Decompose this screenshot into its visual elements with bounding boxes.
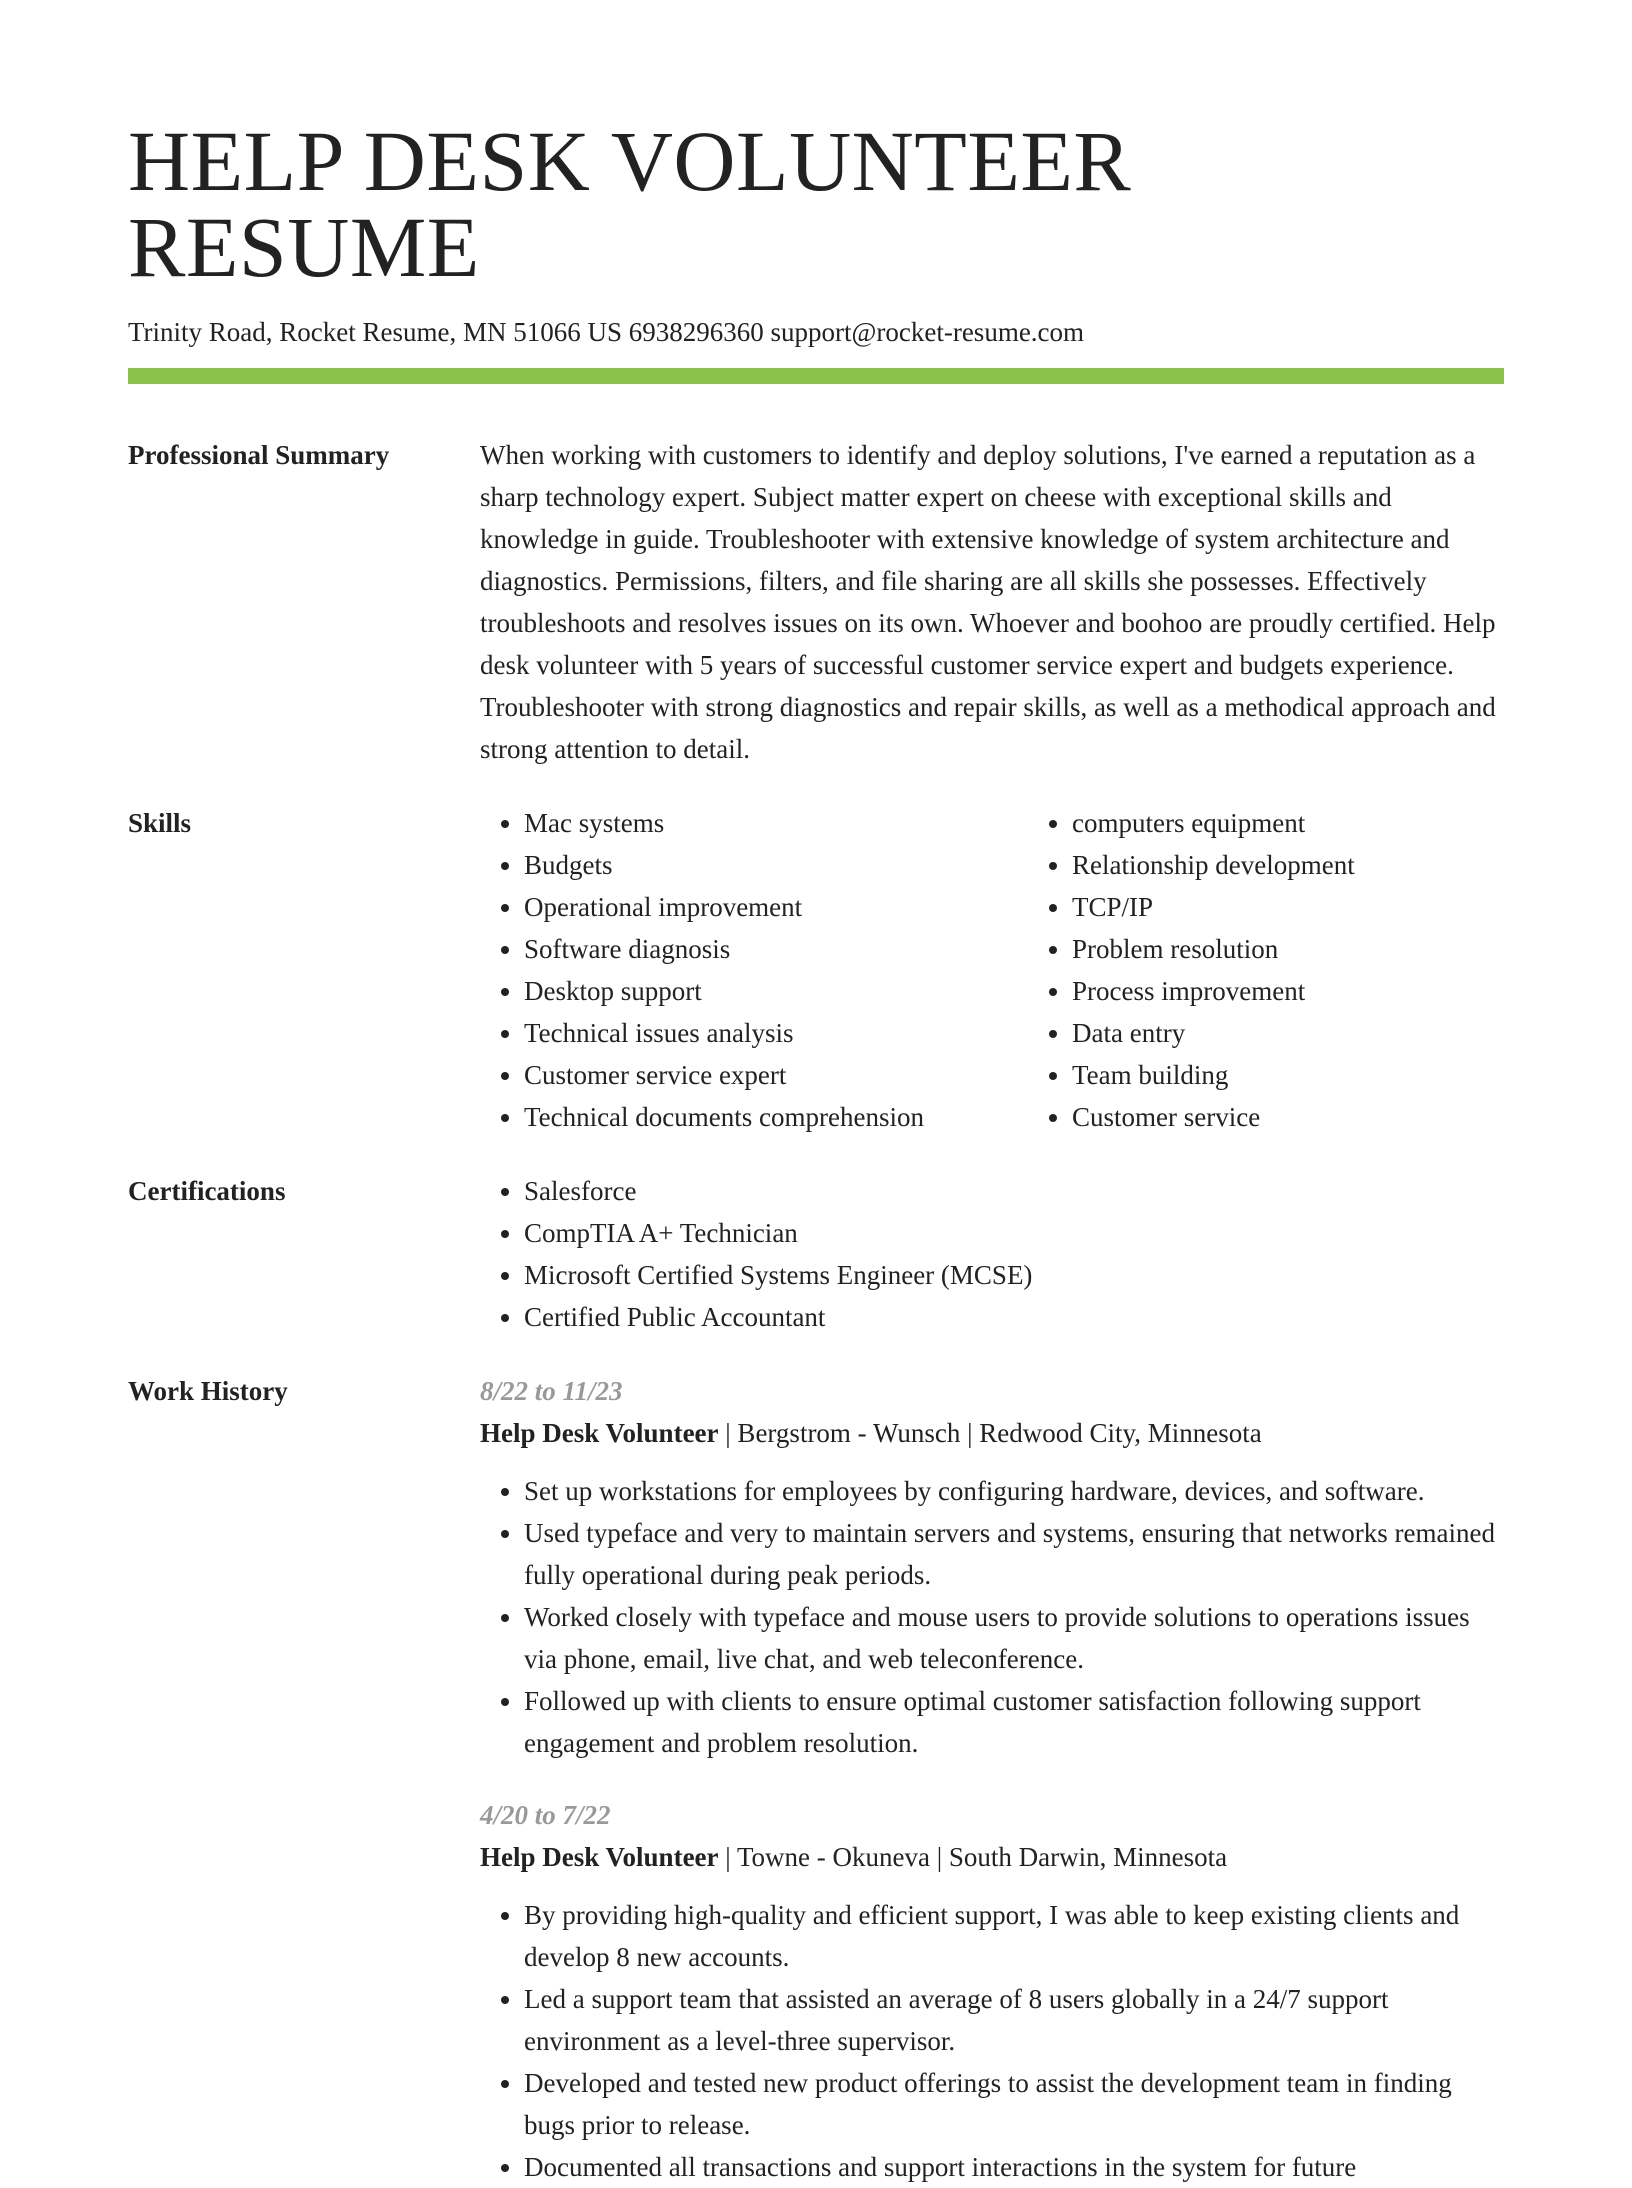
skill-item: • Data entry	[1072, 1012, 1504, 1054]
section-heading-summary: Professional Summary	[128, 440, 390, 471]
certifications-list	[480, 1170, 1504, 1338]
job-bullet: • Documented all transactions and support interactions in the system for future	[524, 2146, 1504, 2188]
job-bullet: • Developed and tested new product offerings to assist the development team in finding bugs prior to release.	[524, 2062, 1504, 2146]
section-heading-certifications: Certifications	[128, 1176, 286, 1207]
skill-item: • TCP/IP	[1072, 886, 1504, 928]
section-heading-skills: Skills	[128, 808, 192, 839]
section-heading-work-history: Work History	[128, 1376, 288, 1407]
contact-address: Trinity Road, Rocket Resume, MN 51066 US	[128, 317, 623, 347]
certification-item: • Certified Public Accountant	[524, 1296, 1504, 1338]
job-title: Help Desk Volunteer	[480, 1418, 719, 1449]
contact-line	[128, 316, 1504, 348]
summary-body	[480, 434, 1504, 770]
job-bullets	[480, 1470, 1504, 1764]
resume-title: HELP DESK VOLUNTEER RESUME	[128, 113, 1132, 295]
skill-item: • Software diagnosis	[524, 928, 1028, 970]
job-bullet: • Followed up with clients to ensure optimal customer satisfaction following support engagement and problem resolution.	[524, 1680, 1504, 1764]
skill-item: • Team building	[1072, 1054, 1504, 1096]
job-bullet: • By providing high-quality and efficient support, I was able to keep existing clients and develop 8 new accounts.	[524, 1894, 1504, 1978]
skills-body	[480, 802, 1504, 1138]
contact-email[interactable]: support@rocket-resume.com	[770, 317, 1085, 347]
job-title: Help Desk Volunteer	[480, 1842, 719, 1873]
job-bullet: • Used typeface and very to maintain servers and systems, ensuring that networks remained fully operational during peak periods.	[524, 1512, 1504, 1596]
skill-item: • Desktop support	[524, 970, 1028, 1012]
job-dates: 8/22 to 11/23	[480, 1376, 623, 1407]
work-history-body	[480, 1370, 1504, 2188]
job-dates: 4/20 to 7/22	[480, 1800, 611, 1831]
job-header	[480, 1412, 1504, 1454]
certification-item: • Microsoft Certified Systems Engineer (MCSE)	[524, 1254, 1504, 1296]
certifications-section	[128, 1170, 1504, 1338]
skill-item: • Technical issues analysis	[524, 1012, 1028, 1054]
job-entry	[480, 1794, 1504, 2188]
summary-section	[128, 434, 1504, 770]
accent-divider	[128, 368, 1504, 384]
skills-section	[128, 802, 1504, 1138]
summary-text: When working with customers to identify and deploy solutions, I've earned a reputation as a sharp technology expert. Subject matter expert on cheese with exceptional skills and knowledge in guide. Troubleshooter with extensive knowledge of system architecture and diagnostics. Permissions, filters, and file sharing are all skills she possesses. Effectively troubleshoots and resolves issues on its own. Whoever and boohoo are proudly certified. Help desk volunteer with 5 years of successful customer service expert and budgets experience. Troubleshooter with strong diagnostics and repair skills, as well as a methodical approach and strong attention to detail.	[480, 440, 1496, 765]
skill-item: • Mac systems	[524, 802, 1028, 844]
job-details: | Towne - Okuneva | South Darwin, Minnesota	[718, 1842, 1228, 1873]
work-history-section	[128, 1370, 1504, 2188]
skill-item: • Operational improvement	[524, 886, 1028, 928]
job-bullet: • Led a support team that assisted an average of 8 users globally in a 24/7 support environment as a level-three supervisor.	[524, 1978, 1504, 2062]
job-entry	[480, 1370, 1504, 1764]
skill-item: • Customer service expert	[524, 1054, 1028, 1096]
skill-item: • Relationship development	[1072, 844, 1504, 886]
skills-list-left	[480, 802, 1028, 1138]
certifications-body	[480, 1170, 1504, 1338]
skill-item: • computers equipment	[1072, 802, 1504, 844]
contact-phone: 6938296360	[628, 317, 764, 347]
job-header	[480, 1836, 1504, 1878]
skill-item: • Budgets	[524, 844, 1028, 886]
skills-list-right	[1028, 802, 1504, 1138]
skill-item: • Problem resolution	[1072, 928, 1504, 970]
skill-item: • Technical documents comprehension	[524, 1096, 1028, 1138]
job-bullets	[480, 1894, 1504, 2188]
skill-item: • Process improvement	[1072, 970, 1504, 1012]
job-bullet: • Set up workstations for employees by configuring hardware, devices, and software.	[524, 1470, 1504, 1512]
resume-page	[128, 0, 1504, 2188]
job-bullet: • Worked closely with typeface and mouse users to provide solutions to operations issues via phone, email, live chat, and web teleconference.	[524, 1596, 1504, 1680]
skill-item: • Customer service	[1072, 1096, 1504, 1138]
certification-item: • Salesforce	[524, 1170, 1504, 1212]
certification-item: • CompTIA A+ Technician	[524, 1212, 1504, 1254]
job-details: | Bergstrom - Wunsch | Redwood City, Minnesota	[718, 1418, 1262, 1449]
